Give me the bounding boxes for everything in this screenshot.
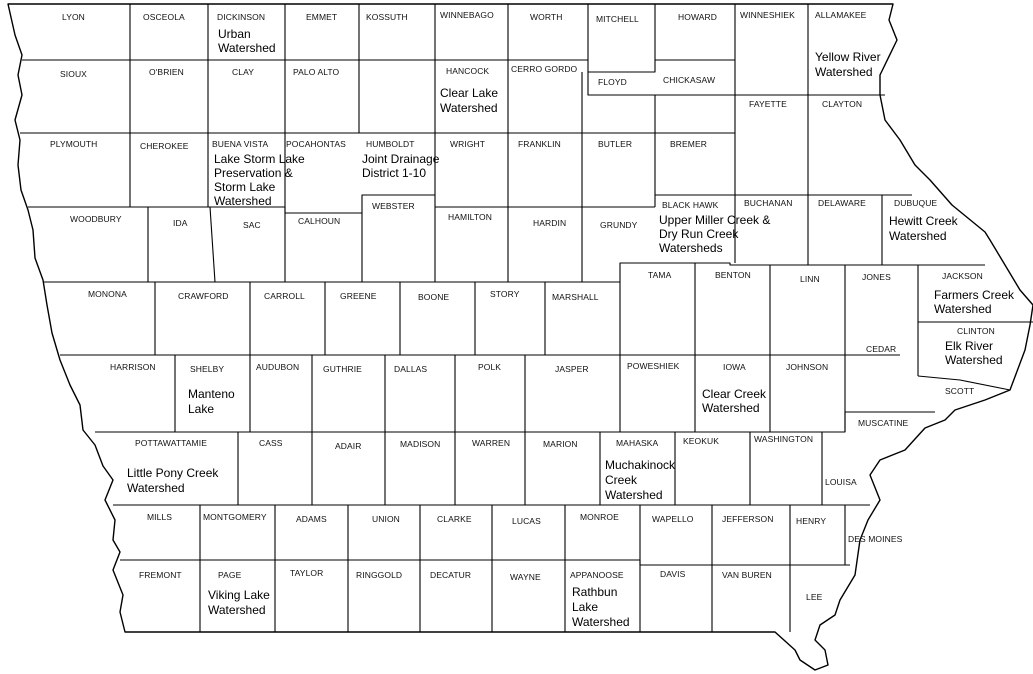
county-label: DICKINSON bbox=[217, 12, 266, 22]
county-label: HOWARD bbox=[678, 12, 718, 22]
county-label: VAN BUREN bbox=[722, 570, 772, 580]
county-label: TAMA bbox=[648, 270, 672, 280]
county-label: BUTLER bbox=[598, 139, 633, 149]
county-label: JONES bbox=[862, 272, 891, 282]
county-label: CHEROKEE bbox=[140, 141, 189, 151]
county-label: JASPER bbox=[555, 364, 589, 374]
county-label: AUDUBON bbox=[256, 362, 300, 372]
county-label: BUCHANAN bbox=[744, 198, 793, 208]
county-label: CRAWFORD bbox=[178, 291, 229, 301]
county-label: WORTH bbox=[530, 12, 563, 22]
watershed-muchakinock: Muchakinock Creek Watershed bbox=[605, 458, 676, 502]
county-label: ADAMS bbox=[296, 514, 327, 524]
county-label: RINGGOLD bbox=[356, 570, 403, 580]
county-label: BENTON bbox=[715, 270, 751, 280]
watershed-little-pony: Little Pony Creek Watershed bbox=[127, 466, 219, 495]
county-label: WINNESHIEK bbox=[740, 10, 795, 20]
county-label: CLINTON bbox=[957, 326, 995, 336]
county-label: KOSSUTH bbox=[366, 12, 408, 22]
county-label: DALLAS bbox=[394, 364, 428, 374]
county-label: EMMET bbox=[306, 12, 338, 22]
county-label: OSCEOLA bbox=[143, 12, 185, 22]
watershed-viking: Viking Lake Watershed bbox=[208, 588, 270, 617]
county-label: MARION bbox=[543, 439, 578, 449]
county-label: POTTAWATTAMIE bbox=[135, 438, 207, 448]
county-label: IDA bbox=[173, 218, 188, 228]
county-label: WEBSTER bbox=[372, 201, 415, 211]
county-label: CALHOUN bbox=[298, 216, 341, 226]
county-label: CLAYTON bbox=[822, 99, 863, 109]
watershed-upper-miller: Upper Miller Creek & Dry Run Creek Watersheds bbox=[659, 213, 771, 255]
county-label: CERRO GORDO bbox=[511, 64, 578, 74]
county-label: SHELBY bbox=[190, 364, 225, 374]
county-label: LUCAS bbox=[512, 516, 541, 526]
county-label: BLACK HAWK bbox=[662, 200, 719, 210]
county-label: MONTGOMERY bbox=[203, 512, 267, 522]
county-label: GREENE bbox=[340, 291, 377, 301]
county-label: HARDIN bbox=[533, 218, 567, 228]
county-label: MADISON bbox=[400, 439, 441, 449]
county-label: MONROE bbox=[580, 512, 619, 522]
watershed-rathbun: Rathbun Lake Watershed bbox=[572, 585, 630, 629]
county-label: UNION bbox=[372, 514, 400, 524]
watershed-manteno: Manteno Lake bbox=[188, 387, 235, 416]
county-label: APPANOOSE bbox=[570, 570, 624, 580]
county-label: WARREN bbox=[472, 438, 511, 448]
county-label: ALLAMAKEE bbox=[815, 10, 867, 20]
county-label: POLK bbox=[478, 362, 502, 372]
county-label: HANCOCK bbox=[446, 66, 490, 76]
county-label: SCOTT bbox=[945, 386, 975, 396]
county-label: LEE bbox=[806, 592, 823, 602]
county-label: DELAWARE bbox=[818, 198, 866, 208]
watershed-clear-creek: Clear Creek Watershed bbox=[702, 387, 767, 415]
county-label: IOWA bbox=[723, 362, 746, 372]
county-label: BUENA VISTA bbox=[212, 139, 269, 149]
county-label: WAYNE bbox=[510, 572, 541, 582]
county-label: DAVIS bbox=[660, 569, 686, 579]
county-label: FLOYD bbox=[598, 77, 627, 87]
county-label: FRANKLIN bbox=[518, 139, 561, 149]
watershed-storm-lake: Lake Storm Lake Preservation & Storm Lake Watershed bbox=[214, 152, 305, 208]
county-label: BREMER bbox=[670, 139, 707, 149]
county-label: LOUISA bbox=[825, 477, 857, 487]
county-label: DECATUR bbox=[430, 570, 472, 580]
county-label: MITCHELL bbox=[596, 14, 639, 24]
watershed-yellow-river: Yellow River Watershed bbox=[815, 50, 881, 79]
county-label: TAYLOR bbox=[290, 568, 324, 578]
county-label: WASHINGTON bbox=[754, 434, 814, 444]
county-label: HUMBOLDT bbox=[366, 139, 415, 149]
county-label: O'BRIEN bbox=[149, 67, 184, 77]
county-label: MUSCATINE bbox=[858, 418, 909, 428]
county-label: POWESHIEK bbox=[627, 361, 680, 371]
county-label: WAPELLO bbox=[652, 514, 694, 524]
county-label: CLAY bbox=[232, 67, 254, 77]
county-label: DUBUQUE bbox=[894, 198, 938, 208]
county-label: HARRISON bbox=[110, 362, 156, 372]
watershed-elk-river: Elk River Watershed bbox=[945, 339, 1003, 367]
county-label: CEDAR bbox=[866, 344, 897, 354]
county-label: DES MOINES bbox=[848, 534, 903, 544]
county-label: PALO ALTO bbox=[293, 67, 340, 77]
watershed-urban: Urban Watershed bbox=[218, 27, 276, 55]
county-label: POCAHONTAS bbox=[286, 139, 346, 149]
county-label: STORY bbox=[490, 289, 520, 299]
county-label: FAYETTE bbox=[749, 99, 787, 109]
county-label: BOONE bbox=[418, 292, 450, 302]
county-label: GUTHRIE bbox=[323, 364, 362, 374]
county-label: JOHNSON bbox=[786, 362, 829, 372]
watershed-clear-lake: Clear Lake Watershed bbox=[440, 86, 499, 115]
county-label: PLYMOUTH bbox=[50, 139, 98, 149]
county-label: MONONA bbox=[88, 289, 127, 299]
county-label: WINNEBAGO bbox=[440, 10, 494, 20]
watershed-hewitt: Hewitt Creek Watershed bbox=[889, 214, 958, 243]
county-label: MAHASKA bbox=[616, 438, 659, 448]
county-label: WOODBURY bbox=[70, 214, 122, 224]
county-label: MARSHALL bbox=[552, 292, 599, 302]
watershed-joint-drainage: Joint Drainage District 1-10 bbox=[362, 152, 440, 180]
county-label: ADAIR bbox=[335, 441, 362, 451]
county-label: HENRY bbox=[796, 516, 827, 526]
watershed-farmers: Farmers Creek Watershed bbox=[934, 288, 1015, 316]
county-label: WRIGHT bbox=[450, 139, 486, 149]
county-label: CHICKASAW bbox=[663, 75, 716, 85]
county-label: CLARKE bbox=[437, 514, 472, 524]
county-label: CARROLL bbox=[264, 291, 305, 301]
county-label: HAMILTON bbox=[448, 212, 492, 222]
county-label: FREMONT bbox=[139, 570, 182, 580]
county-label: JACKSON bbox=[942, 271, 983, 281]
county-label: GRUNDY bbox=[600, 220, 638, 230]
county-label: PAGE bbox=[218, 570, 242, 580]
county-label: MILLS bbox=[147, 512, 173, 522]
county-label: JEFFERSON bbox=[722, 514, 774, 524]
county-label: LYON bbox=[62, 12, 85, 22]
county-label: CASS bbox=[259, 438, 283, 448]
county-label: KEOKUK bbox=[683, 436, 720, 446]
county-label: LINN bbox=[800, 274, 820, 284]
county-label: SAC bbox=[243, 220, 261, 230]
county-label: SIOUX bbox=[60, 69, 87, 79]
